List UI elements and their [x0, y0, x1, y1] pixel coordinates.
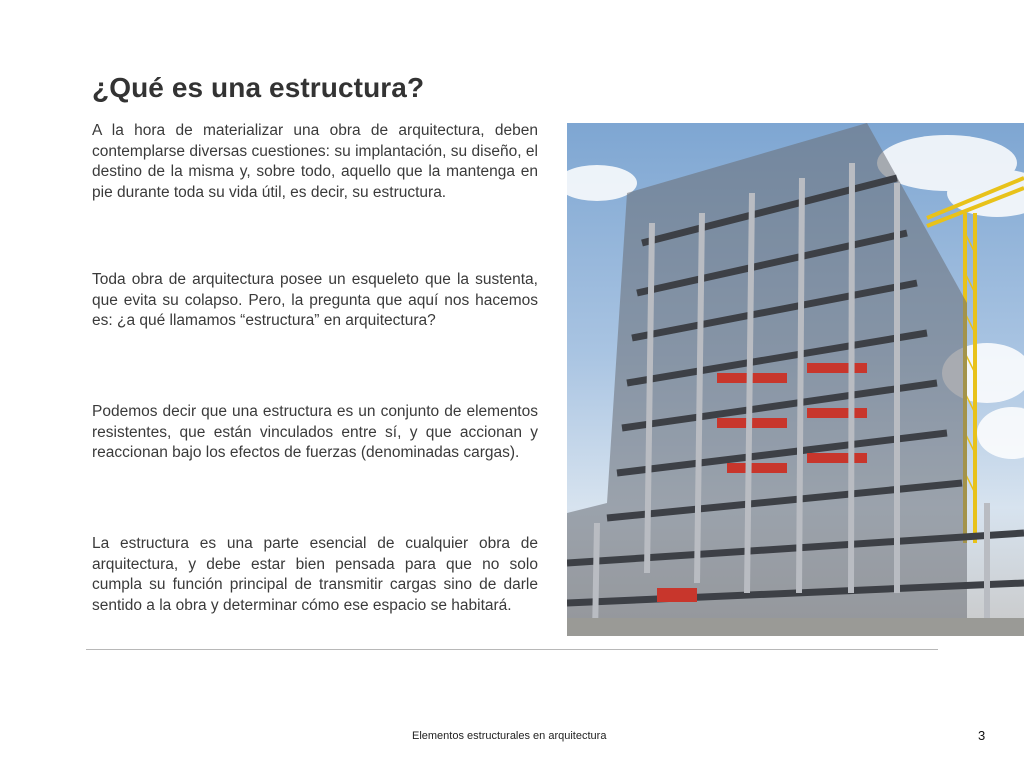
building-construction-photo	[567, 123, 1024, 636]
footer-text: Elementos estructurales en arquitectura	[412, 730, 607, 742]
paragraph-funcion: La estructura es una parte esencial de cualquier obra de arquitectura, y debe estar bien pensada para que no solo cumpla su función principal de transmitir cargas sino de darle sentido a la obra y determinar cómo ese espacio se habitará.	[92, 535, 538, 614]
page-number: 3	[978, 728, 986, 743]
separator-line	[86, 649, 938, 650]
paragraph-definicion: Podemos decir que una estructura es un conjunto de elementos resistentes, que están vinculados entre sí, y que accionan y reaccionan bajo los efectos de fuerzas (denominadas cargas).	[92, 403, 538, 461]
slide-title: ¿Qué es una estructura?	[92, 72, 425, 103]
paragraph-implantacion: A la hora de materializar una obra de arquitectura, deben contemplarse diversas cuestiones: su implantación, su diseño, el destino de la misma y, sobre todo, aquello que la mantenga en pie durante toda su vida útil, es decir, su estructura.	[92, 122, 538, 201]
paragraph-esqueleto: Toda obra de arquitectura posee un esqueleto que la sustenta, que evita su colapso. Pero, la pregunta que aquí nos hacemos es: ¿a qué llamamos “estructura” en arquitectura?	[92, 271, 538, 329]
